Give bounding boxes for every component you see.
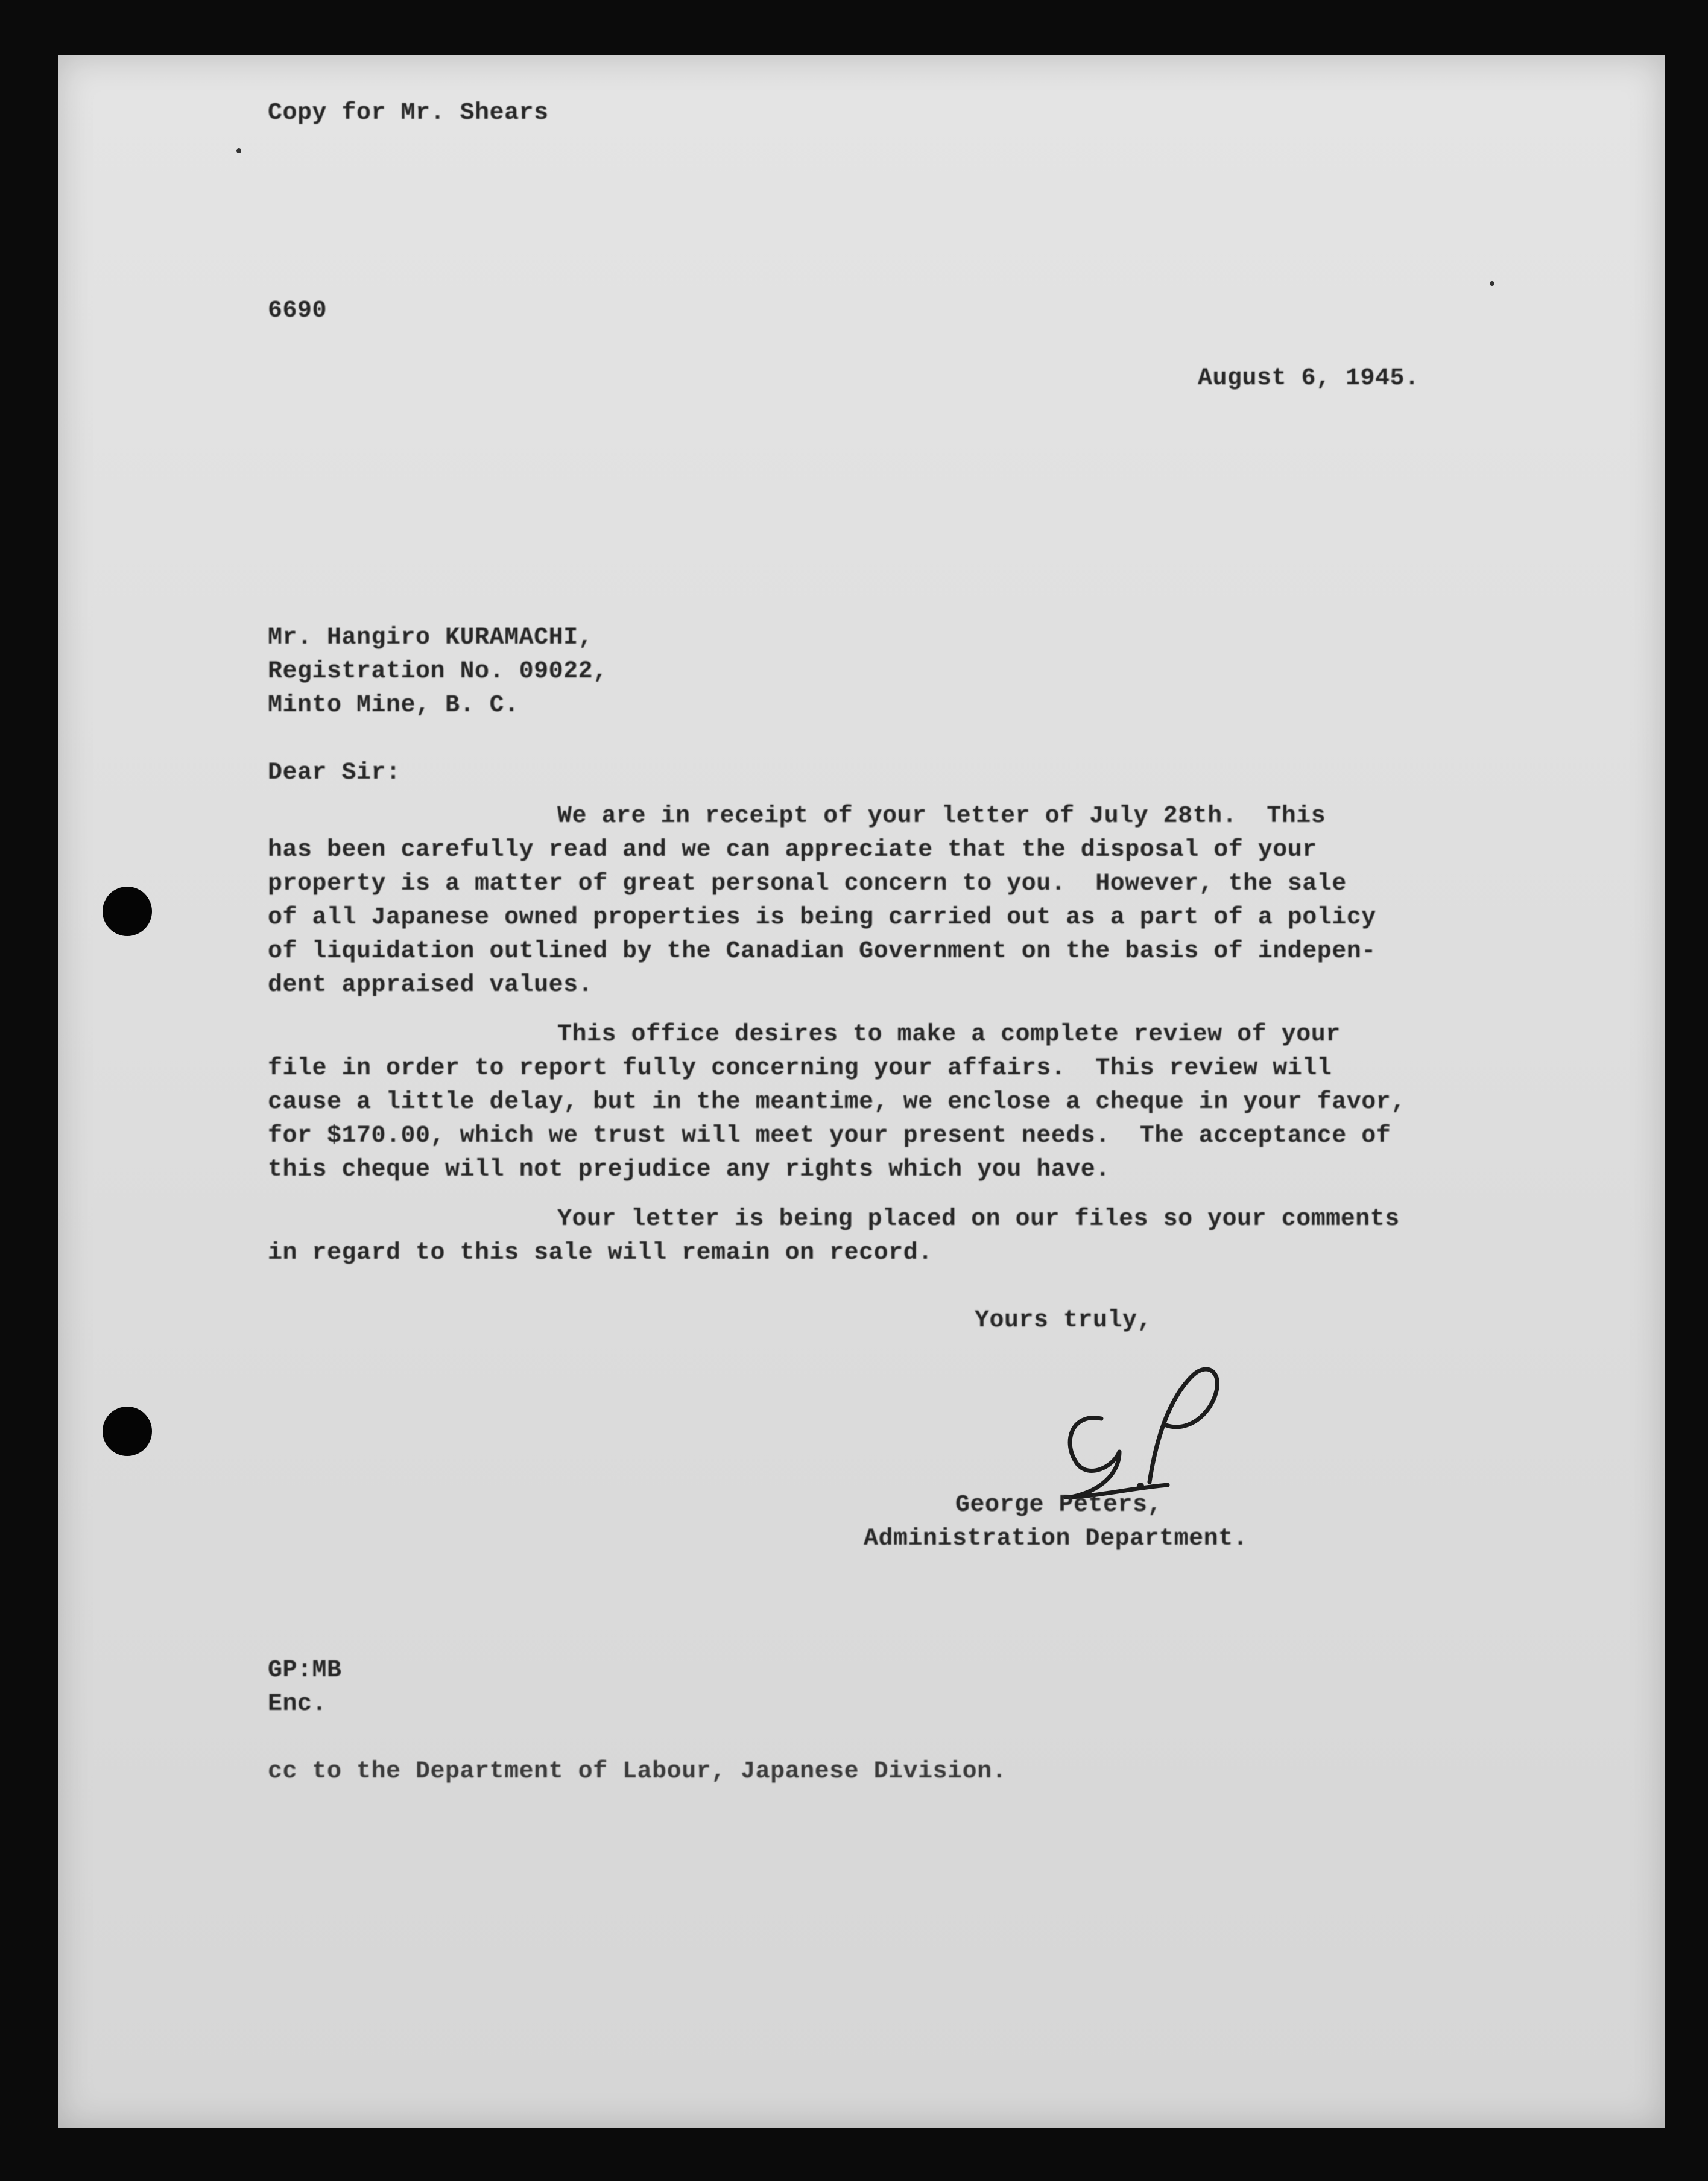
paragraph-1-line: of all Japanese owned properties is being carried out as a part of a policy [268, 904, 1376, 931]
file-number: 6690 [268, 297, 327, 324]
signer-department: Administration Department. [864, 1525, 1248, 1553]
paragraph-2-line: for $170.00, which we trust will meet your present needs. The acceptance of [268, 1122, 1391, 1150]
recipient-line-2: Registration No. 09022, [268, 658, 608, 685]
cc-line: cc to the Department of Labour, Japanese Division. [268, 1758, 1007, 1785]
scan-speck [1490, 281, 1494, 286]
paragraph-2-line: This office desires to make a complete review of your [557, 1021, 1341, 1048]
paragraph-1-line: property is a matter of great personal concern to you. However, the sale [268, 870, 1347, 897]
paragraph-1-line: of liquidation outlined by the Canadian Government on the basis of indepen- [268, 938, 1376, 965]
paragraph-1-line: has been carefully read and we can appreciate that the disposal of your [268, 837, 1317, 864]
paragraph-2-line: this cheque will not prejudice any rights which you have. [268, 1156, 1110, 1183]
punch-hole [103, 1407, 152, 1456]
paragraph-3-line: in regard to this sale will remain on record. [268, 1239, 933, 1267]
paragraph-3-line: Your letter is being placed on our files so your comments [557, 1206, 1400, 1233]
letter-date: August 6, 1945. [1198, 365, 1420, 392]
reference-initials: GP:MB [268, 1657, 342, 1684]
paragraph-1-line: dent appraised values. [268, 972, 593, 999]
recipient-line-1: Mr. Hangiro KURAMACHI, [268, 624, 593, 651]
recipient-line-3: Minto Mine, B. C. [268, 692, 519, 719]
letter-page [58, 55, 1665, 2128]
paragraph-1-line: We are in receipt of your letter of July 28th. This [557, 803, 1326, 830]
handwritten-signature [1029, 1352, 1246, 1509]
paragraph-2-line: cause a little delay, but in the meantime, we enclose a cheque in your favor, [268, 1089, 1406, 1116]
punch-hole [103, 887, 152, 936]
signer-name: George Peters, [955, 1492, 1163, 1519]
copy-note: Copy for Mr. Shears [268, 100, 549, 127]
paragraph-2-line: file in order to report fully concerning your affairs. This review will [268, 1055, 1332, 1082]
closing: Yours truly, [975, 1307, 1153, 1334]
enclosure-note: Enc. [268, 1691, 327, 1718]
salutation: Dear Sir: [268, 759, 401, 787]
scan-speck [236, 148, 241, 153]
